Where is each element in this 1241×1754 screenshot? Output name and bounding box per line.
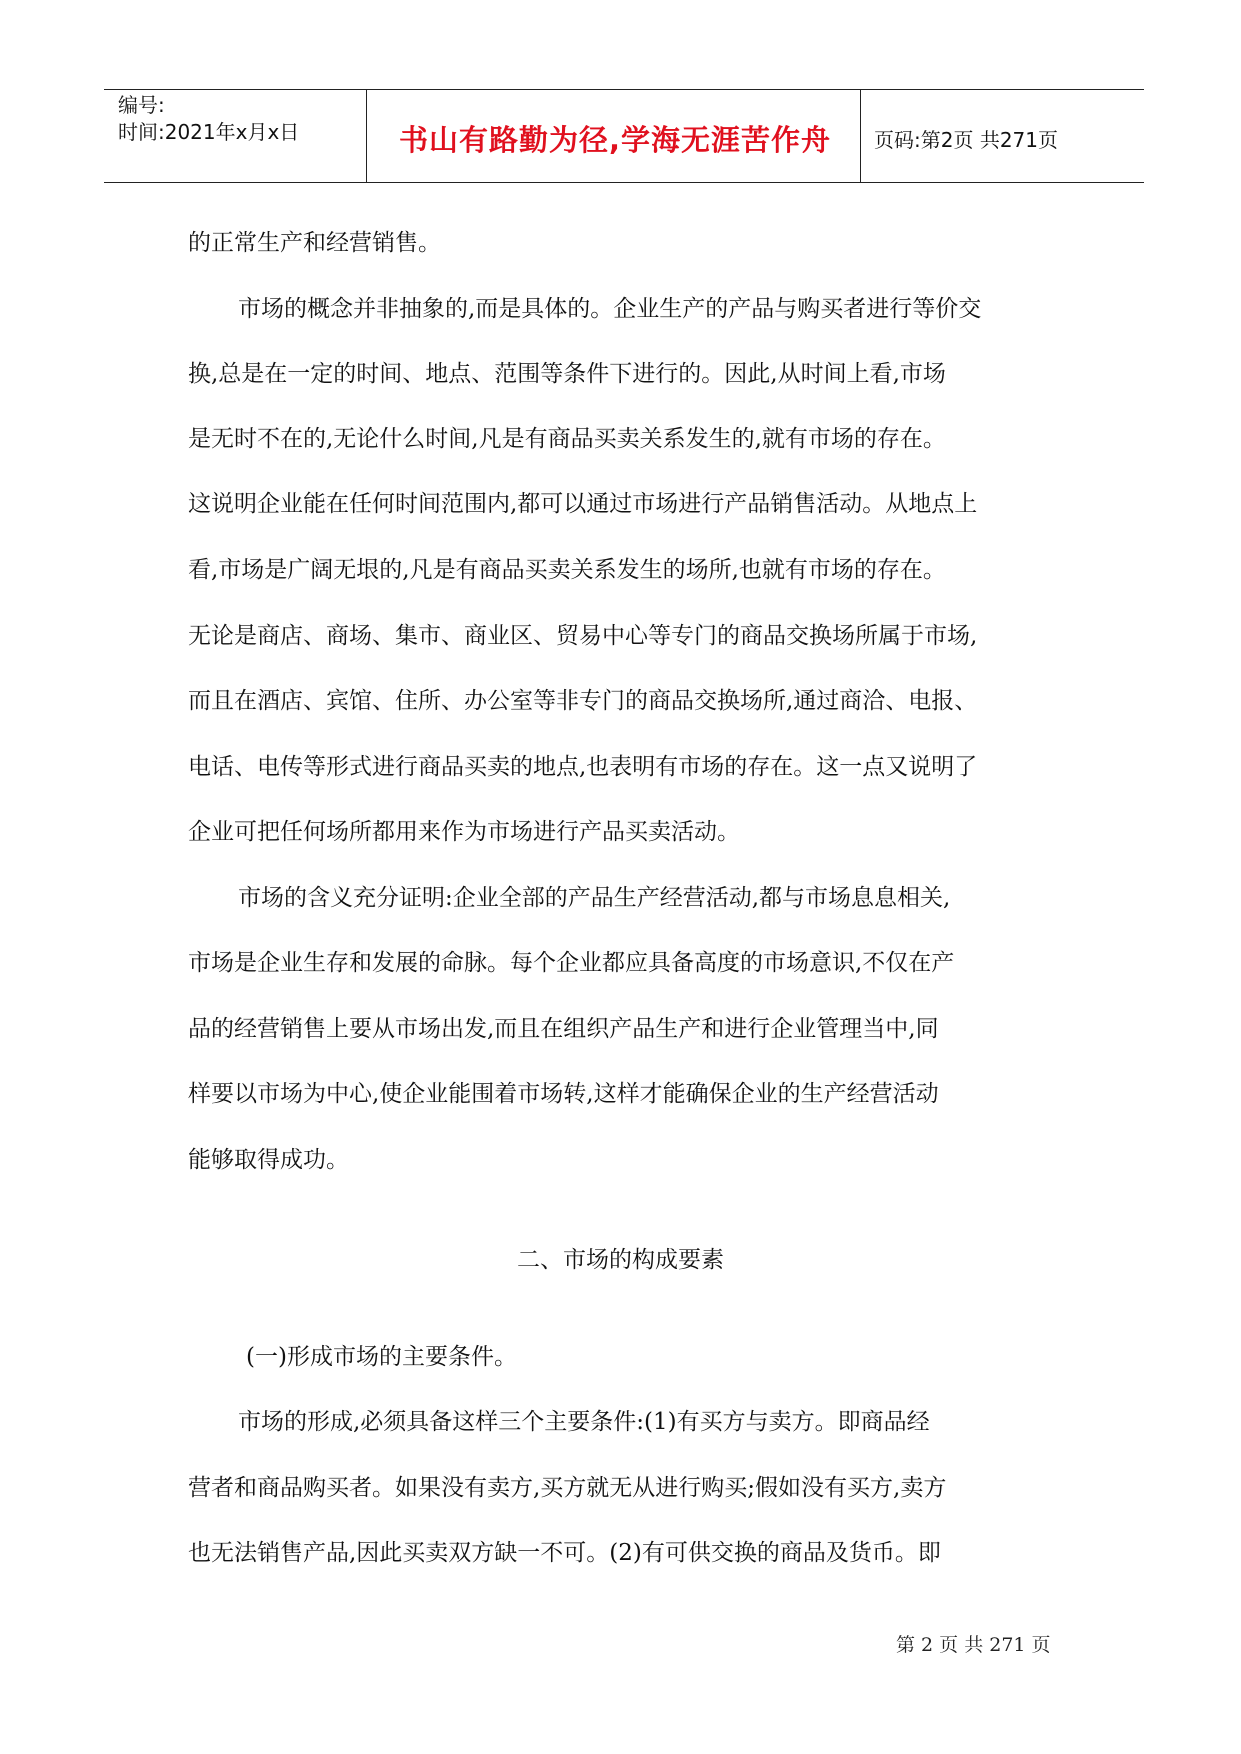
header-bottom-rule bbox=[104, 182, 1144, 183]
body-line: 市场的含义充分证明:企业全部的产品生产经营活动,都与市场息息相关, bbox=[238, 885, 951, 911]
header-meta bbox=[118, 92, 299, 146]
body-line: 也无法销售产品,因此买卖双方缺一不可。(2)有可供交换的商品及货币。即 bbox=[188, 1540, 941, 1566]
header-top-rule bbox=[104, 89, 1144, 90]
body-line: 品的经营销售上要从市场出发,而且在组织产品生产和进行企业管理当中,同 bbox=[188, 1016, 939, 1042]
body-line: 市场的形成,必须具备这样三个主要条件:(1)有买方与卖方。即商品经 bbox=[238, 1409, 930, 1435]
body-line: 市场是企业生存和发展的命脉。每个企业都应具备高度的市场意识,不仅在产 bbox=[188, 950, 955, 976]
header-motto: 书山有路勤为径,学海无涯苦作舟 bbox=[398, 123, 832, 157]
body-line: 能够取得成功。 bbox=[188, 1147, 349, 1173]
document-time-label: 时间:2021年x月x日 bbox=[118, 120, 300, 144]
body-line: 这说明企业能在任何时间范围内,都可以通过市场进行产品销售活动。从地点上 bbox=[188, 491, 978, 517]
subsection-heading: (一)形成市场的主要条件。 bbox=[246, 1344, 517, 1370]
body-line: 是无时不在的,无论什么时间,凡是有商品买卖关系发生的,就有市场的存在。 bbox=[188, 426, 946, 452]
document-number-label: 编号: bbox=[118, 93, 165, 117]
body-line: 企业可把任何场所都用来作为市场进行产品买卖活动。 bbox=[188, 819, 740, 845]
body-line: 电话、电传等形式进行商品买卖的地点,也表明有市场的存在。这一点又说明了 bbox=[188, 754, 978, 780]
body-line: 样要以市场为中心,使企业能围着市场转,这样才能确保企业的生产经营活动 bbox=[188, 1081, 939, 1107]
section-heading: 二、市场的构成要素 bbox=[517, 1247, 724, 1273]
body-line: 营者和商品购买者。如果没有卖方,买方就无从进行购买;假如没有买方,卖方 bbox=[188, 1475, 947, 1501]
body-line: 市场的概念并非抽象的,而是具体的。企业生产的产品与购买者进行等价交 bbox=[238, 296, 982, 322]
header-divider-left bbox=[366, 90, 367, 182]
body-line: 而且在酒店、宾馆、住所、办公室等非专门的商品交换场所,通过商洽、电报、 bbox=[188, 688, 978, 714]
body-line: 换,总是在一定的时间、地点、范围等条件下进行的。因此,从时间上看,市场 bbox=[188, 361, 946, 387]
page-footer: 第 2 页 共 271 页 bbox=[896, 1634, 1051, 1656]
body-line: 无论是商店、商场、集市、商业区、贸易中心等专门的商品交换场所属于市场, bbox=[188, 623, 978, 649]
body-line: 看,市场是广阔无垠的,凡是有商品买卖关系发生的场所,也就有市场的存在。 bbox=[188, 557, 946, 583]
body-line: 的正常生产和经营销售。 bbox=[188, 230, 441, 256]
header-page-info: 页码:第2页 共271页 bbox=[874, 128, 1058, 152]
header-divider-right bbox=[860, 90, 861, 182]
